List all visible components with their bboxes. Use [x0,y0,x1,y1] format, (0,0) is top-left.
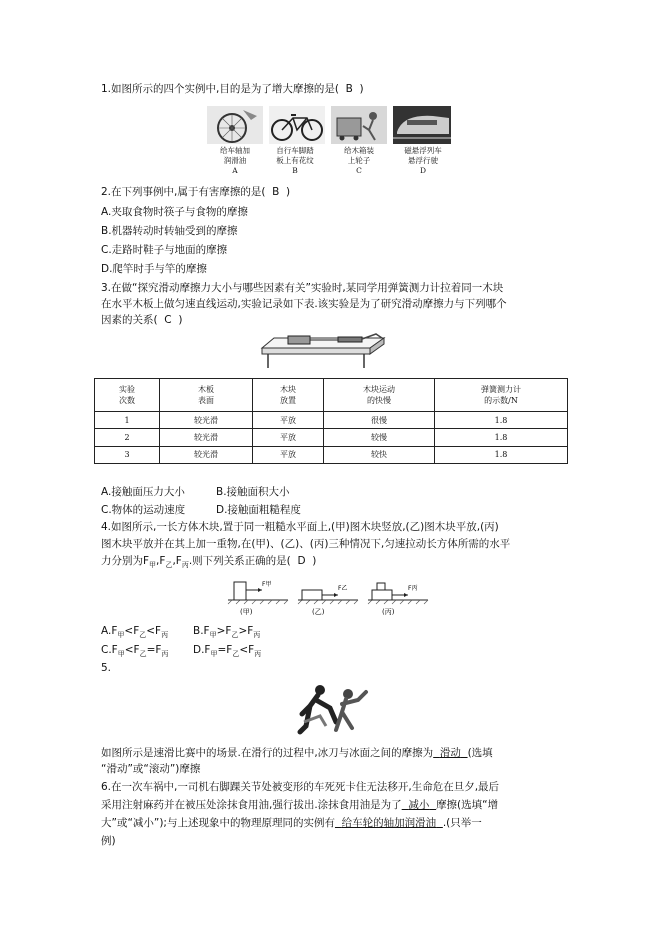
fig-label-jia: (甲) [240,608,253,616]
board-with-block-image [262,334,384,368]
q6-answer2: 给车轮的轴加润滑油 [341,817,437,829]
q2-stem: 2.在下列事例中,属于有害摩擦的是( B ) [101,186,291,198]
table-cell: 3 [95,446,160,463]
q5-line2: “滑动”或“滚动”)摩擦 [101,763,201,775]
table-cell: 较慢 [324,429,435,446]
q6-line2: 采用注射麻药并在被压处涂抹食用油,强行拔出.涂抹食用油是为了 减小 摩擦(选填“增 [101,799,499,811]
q3-option-c: C.物体的运动速度 [101,504,186,516]
fig-label-yi: (乙) [312,608,325,616]
q5-line1: 如图所示是速滑比赛中的场景.在滑行的过程中,冰刀与冰面之间的摩擦为 滑动 (选填 [101,747,493,759]
q4-option-b: $B.F_甲>F_乙>F_丙$ [193,625,261,640]
table-header-row [95,379,568,412]
q6-line3: 大”或“减小”);与上述现象中的物理原理同的实例有 给车轮的轴加润滑油 .(只举一 [101,817,482,829]
q2-answer: B [272,186,280,198]
table-cell: 很慢 [324,412,435,429]
q5-answer: 滑动 [439,747,461,759]
q3-line1: 3.在做“探究滑动摩擦力大小与哪些因素有关”实验时,某同学用弹簧测力计拉着同一木块 [101,282,504,294]
bicycle-image [269,106,325,144]
table-cell: 较快 [324,446,435,463]
maglev-train-image [393,106,451,144]
table-header-cell: 弹簧测力计 的示数/N [435,379,568,412]
q4-figure [226,574,434,618]
block-with-weight-diagram [368,583,428,604]
q5-figure [296,682,370,736]
q4-line3: 力分别为$F_甲,F_乙,F_丙$.则下列关系正确的是( D ) [101,555,317,570]
q1-caption-a: 给车轴加 润滑油 A [220,146,250,175]
q6-answer1: 减小 [408,799,430,811]
q3-option-a: A.接触面压力大小 [101,486,185,498]
fig-label-bing: (丙) [382,608,395,616]
q6-line1: 6.在一次车祸中,一司机右脚踝关节处被变形的车死死卡住无法移开,生命危在旦夕,最后 [101,781,500,793]
wheel-image [207,106,263,144]
q3-line2: 在水平木板上做匀速直线运动,实验记录如下表.该实验是为了研究滑动摩擦力与下列哪个 [101,298,507,310]
q3-line3: 因素的关系( C ) [101,314,183,326]
table-cell: 较光滑 [160,446,253,463]
q6-line4: 例) [101,835,116,847]
table-header-cell: 实验 次数 [95,379,160,412]
table-cell: 平放 [253,429,324,446]
q1-caption-d: 磁悬浮列车 悬浮行驶 D [404,146,442,175]
q3-answer: C [164,314,172,326]
q3-figure [258,330,406,370]
table-header-cell: 木块运动 的快慢 [324,379,435,412]
table-row [95,429,568,446]
q2-option-a: A.夹取食物时筷子与食物的摩擦 [101,206,248,218]
table-cell: 1.8 [435,429,568,446]
q1-stem: 1.如图所示的四个实例中,目的是为了增大摩擦的是( B ) [101,83,364,95]
q4-answer: D [297,555,306,567]
q4-line2: 图木块平放并在其上加一重物,在(甲)、(乙)、(丙)三种情况下,匀速拉动长方体所需的水平 [101,538,511,550]
block-flat-diagram [298,590,358,604]
q3-data-table [94,378,568,464]
table-header-cell: 木块 放置 [253,379,324,412]
box-image [331,106,387,144]
force-label-yi: F乙 [338,585,348,592]
q4-option-c: $C.F_甲<F_乙=F_丙$ [101,644,169,659]
q3-option-d: D.接触面粗糙程度 [216,504,301,516]
table-header-cell: 木板 表面 [160,379,253,412]
table-cell: 平放 [253,412,324,429]
table-cell: 1.8 [435,412,568,429]
q1-answer: B [345,83,353,95]
q1-caption-b: 自行车脚踏 板上有花纹 B [276,146,314,175]
q3-option-b: B.接触面积大小 [216,486,290,498]
q4-option-d: $D.F_甲=F_乙<F_丙$ [193,644,262,659]
table-cell: 2 [95,429,160,446]
table-row [95,412,568,429]
q4-option-a: $A.F_甲<F_乙<F_丙$ [101,625,169,640]
block-upright-diagram [228,582,288,604]
table-cell: 较光滑 [160,412,253,429]
q5-number: 5. [101,662,112,674]
q1-figure [207,106,455,144]
table-cell: 1 [95,412,160,429]
table-cell: 1.8 [435,446,568,463]
speed-skaters-image [296,682,370,736]
q2-option-d: D.爬竿时手与竿的摩擦 [101,263,207,275]
table-cell: 平放 [253,446,324,463]
table-row [95,446,568,463]
force-label-jia: F甲 [262,581,272,588]
force-label-bing: F丙 [408,585,418,592]
q2-option-b: B.机器转动时转轴受到的摩擦 [101,225,238,237]
q2-option-c: C.走路时鞋子与地面的摩擦 [101,244,228,256]
q4-line1: 4.如图所示,一长方体木块,置于同一粗糙水平面上,(甲)图木块竖放,(乙)图木块平放,(丙) [101,521,499,533]
q1-caption-c: 给木箱装 上轮子 C [344,146,374,175]
table-cell: 较光滑 [160,429,253,446]
